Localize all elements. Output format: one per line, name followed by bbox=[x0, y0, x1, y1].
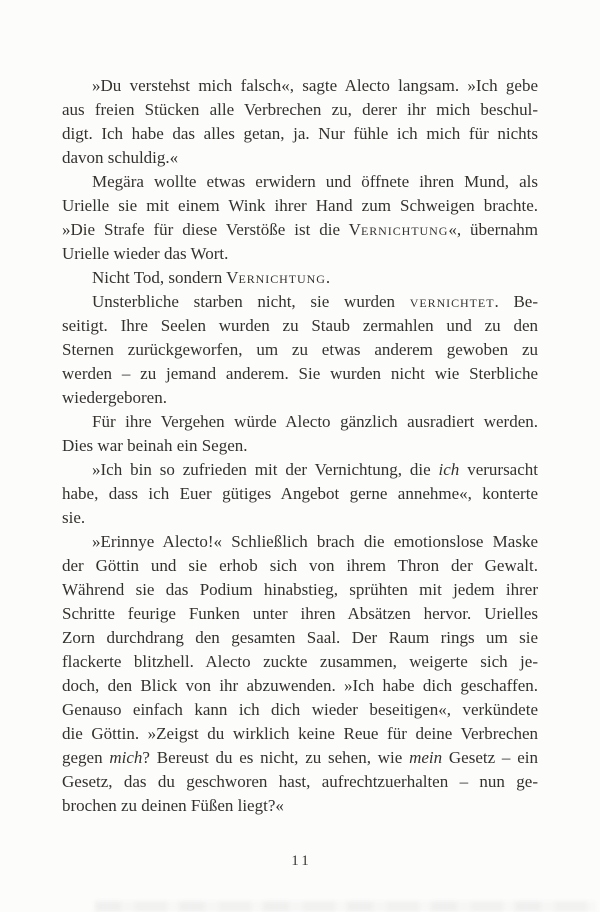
text-line bbox=[62, 98, 538, 122]
text-run: Gesetz, das du geschworen hast, aufrechtzuerhalten – nun ge- bbox=[62, 772, 538, 791]
text-run: Während sie das Podium hinabstieg, sprühten mit jedem ihrer bbox=[62, 580, 538, 599]
text-line bbox=[62, 410, 538, 434]
smallcaps-text: ernichtung bbox=[360, 220, 449, 239]
text-run: Gesetz – ein bbox=[442, 748, 538, 767]
text-run: flackerte blitzhell. Alecto zuckte zusammen, weigerte sich je- bbox=[62, 652, 538, 671]
text-line bbox=[62, 434, 538, 458]
text-line bbox=[62, 242, 538, 266]
page-number: 11 bbox=[291, 853, 312, 869]
text-line bbox=[62, 482, 538, 506]
text-line bbox=[62, 146, 538, 170]
text-line bbox=[62, 266, 538, 290]
text-run: gegen bbox=[62, 748, 110, 767]
text-run: brochen zu deinen Füßen liegt?« bbox=[62, 796, 284, 815]
smallcaps-text: vernichtet bbox=[409, 292, 495, 311]
text-line bbox=[62, 290, 538, 314]
text-line bbox=[62, 386, 538, 410]
text-line bbox=[62, 338, 538, 362]
text-run: ? Bereust du es nicht, zu sehen, wie bbox=[142, 748, 410, 767]
text-run: sie. bbox=[62, 508, 86, 527]
text-run: doch, den Blick von ihr abzuwenden. »Ich habe dich geschaffen. bbox=[62, 676, 538, 695]
text-run: Zorn durchdrang den gesamten Saal. Der Raum rings um sie bbox=[62, 628, 538, 647]
text-run: Sternen zurückgeworfen, um zu etwas anderem gewoben zu bbox=[62, 340, 538, 359]
text-line bbox=[62, 746, 538, 770]
text-line bbox=[62, 554, 538, 578]
text-line bbox=[62, 314, 538, 338]
text-line bbox=[62, 530, 538, 554]
text-block bbox=[62, 74, 538, 818]
text-run: die Göttin. »Zeigst du wirklich keine Reue für deine Verbrechen bbox=[62, 724, 538, 743]
text-line bbox=[62, 626, 538, 650]
text-line bbox=[62, 674, 538, 698]
text-line bbox=[62, 362, 538, 386]
text-line bbox=[62, 602, 538, 626]
text-run: aus freien Stücken alle Verbrechen zu, derer ihr mich beschul- bbox=[62, 100, 538, 119]
text-run: . Be- bbox=[494, 292, 539, 311]
text-run: davon schuldig.« bbox=[62, 148, 179, 167]
text-run: Urielle sie mit einem Wink ihrer Hand zum Schweigen brachte. bbox=[62, 196, 538, 215]
text-run: der Göttin und sie erhob sich von ihrem Thron der Gewalt. bbox=[62, 556, 538, 575]
italic-text: mich bbox=[109, 748, 143, 767]
text-run: Genauso einfach kann ich dich wieder beseitigen«, verkündete bbox=[62, 700, 538, 719]
text-line bbox=[62, 458, 538, 482]
text-line bbox=[62, 194, 538, 218]
text-run: Dies war beinah ein Segen. bbox=[62, 436, 248, 455]
text-line bbox=[62, 722, 538, 746]
page-bottom-showthrough bbox=[95, 901, 596, 912]
text-line bbox=[62, 698, 538, 722]
text-run: werden – zu jemand anderem. Sie wurden nicht wie Sterbliche bbox=[62, 364, 538, 383]
text-line bbox=[62, 506, 538, 530]
text-run: »Die Strafe für diese Verstöße ist die V bbox=[62, 220, 361, 239]
text-run: Nicht Tod, sondern V bbox=[92, 268, 239, 287]
text-run: »Du verstehst mich falsch«, sagte Alecto langsam. »Ich gebe bbox=[92, 76, 538, 95]
text-run: »Ich bin so zufrieden mit der Vernichtung, die bbox=[92, 460, 439, 479]
text-line bbox=[62, 650, 538, 674]
text-run: seitigt. Ihre Seelen wurden zu Staub zermahlen und zu den bbox=[62, 316, 538, 335]
italic-text: mein bbox=[409, 748, 443, 767]
text-line bbox=[62, 74, 538, 98]
text-line bbox=[62, 770, 538, 794]
text-line bbox=[62, 122, 538, 146]
text-line bbox=[62, 578, 538, 602]
text-run: habe, dass ich Euer gütiges Angebot gerne annehme«, konterte bbox=[62, 484, 538, 503]
text-run: wiedergeboren. bbox=[62, 388, 167, 407]
text-run: Unsterbliche starben nicht, sie wurden bbox=[92, 292, 410, 311]
text-run: verursacht bbox=[459, 460, 538, 479]
text-run: «, übernahm bbox=[448, 220, 538, 239]
italic-text: ich bbox=[438, 460, 460, 479]
text-run: . bbox=[325, 268, 331, 287]
text-run: Für ihre Vergehen würde Alecto gänzlich ausradiert werden. bbox=[92, 412, 538, 431]
text-run: »Erinnye Alecto!« Schließlich brach die emotionslose Maske bbox=[92, 532, 538, 551]
text-run: Urielle wieder das Wort. bbox=[62, 244, 229, 263]
smallcaps-text: ernichtung bbox=[238, 268, 326, 287]
text-line bbox=[62, 218, 538, 242]
text-run: Schritte feurige Funken unter ihren Absätzen hervor. Urielles bbox=[62, 604, 538, 623]
text-line bbox=[62, 170, 538, 194]
text-line bbox=[62, 794, 538, 818]
text-run: digt. Ich habe das alles getan, ja. Nur fühle ich mich für nichts bbox=[62, 124, 538, 143]
text-run: Megära wollte etwas erwidern und öffnete ihren Mund, als bbox=[92, 172, 538, 191]
